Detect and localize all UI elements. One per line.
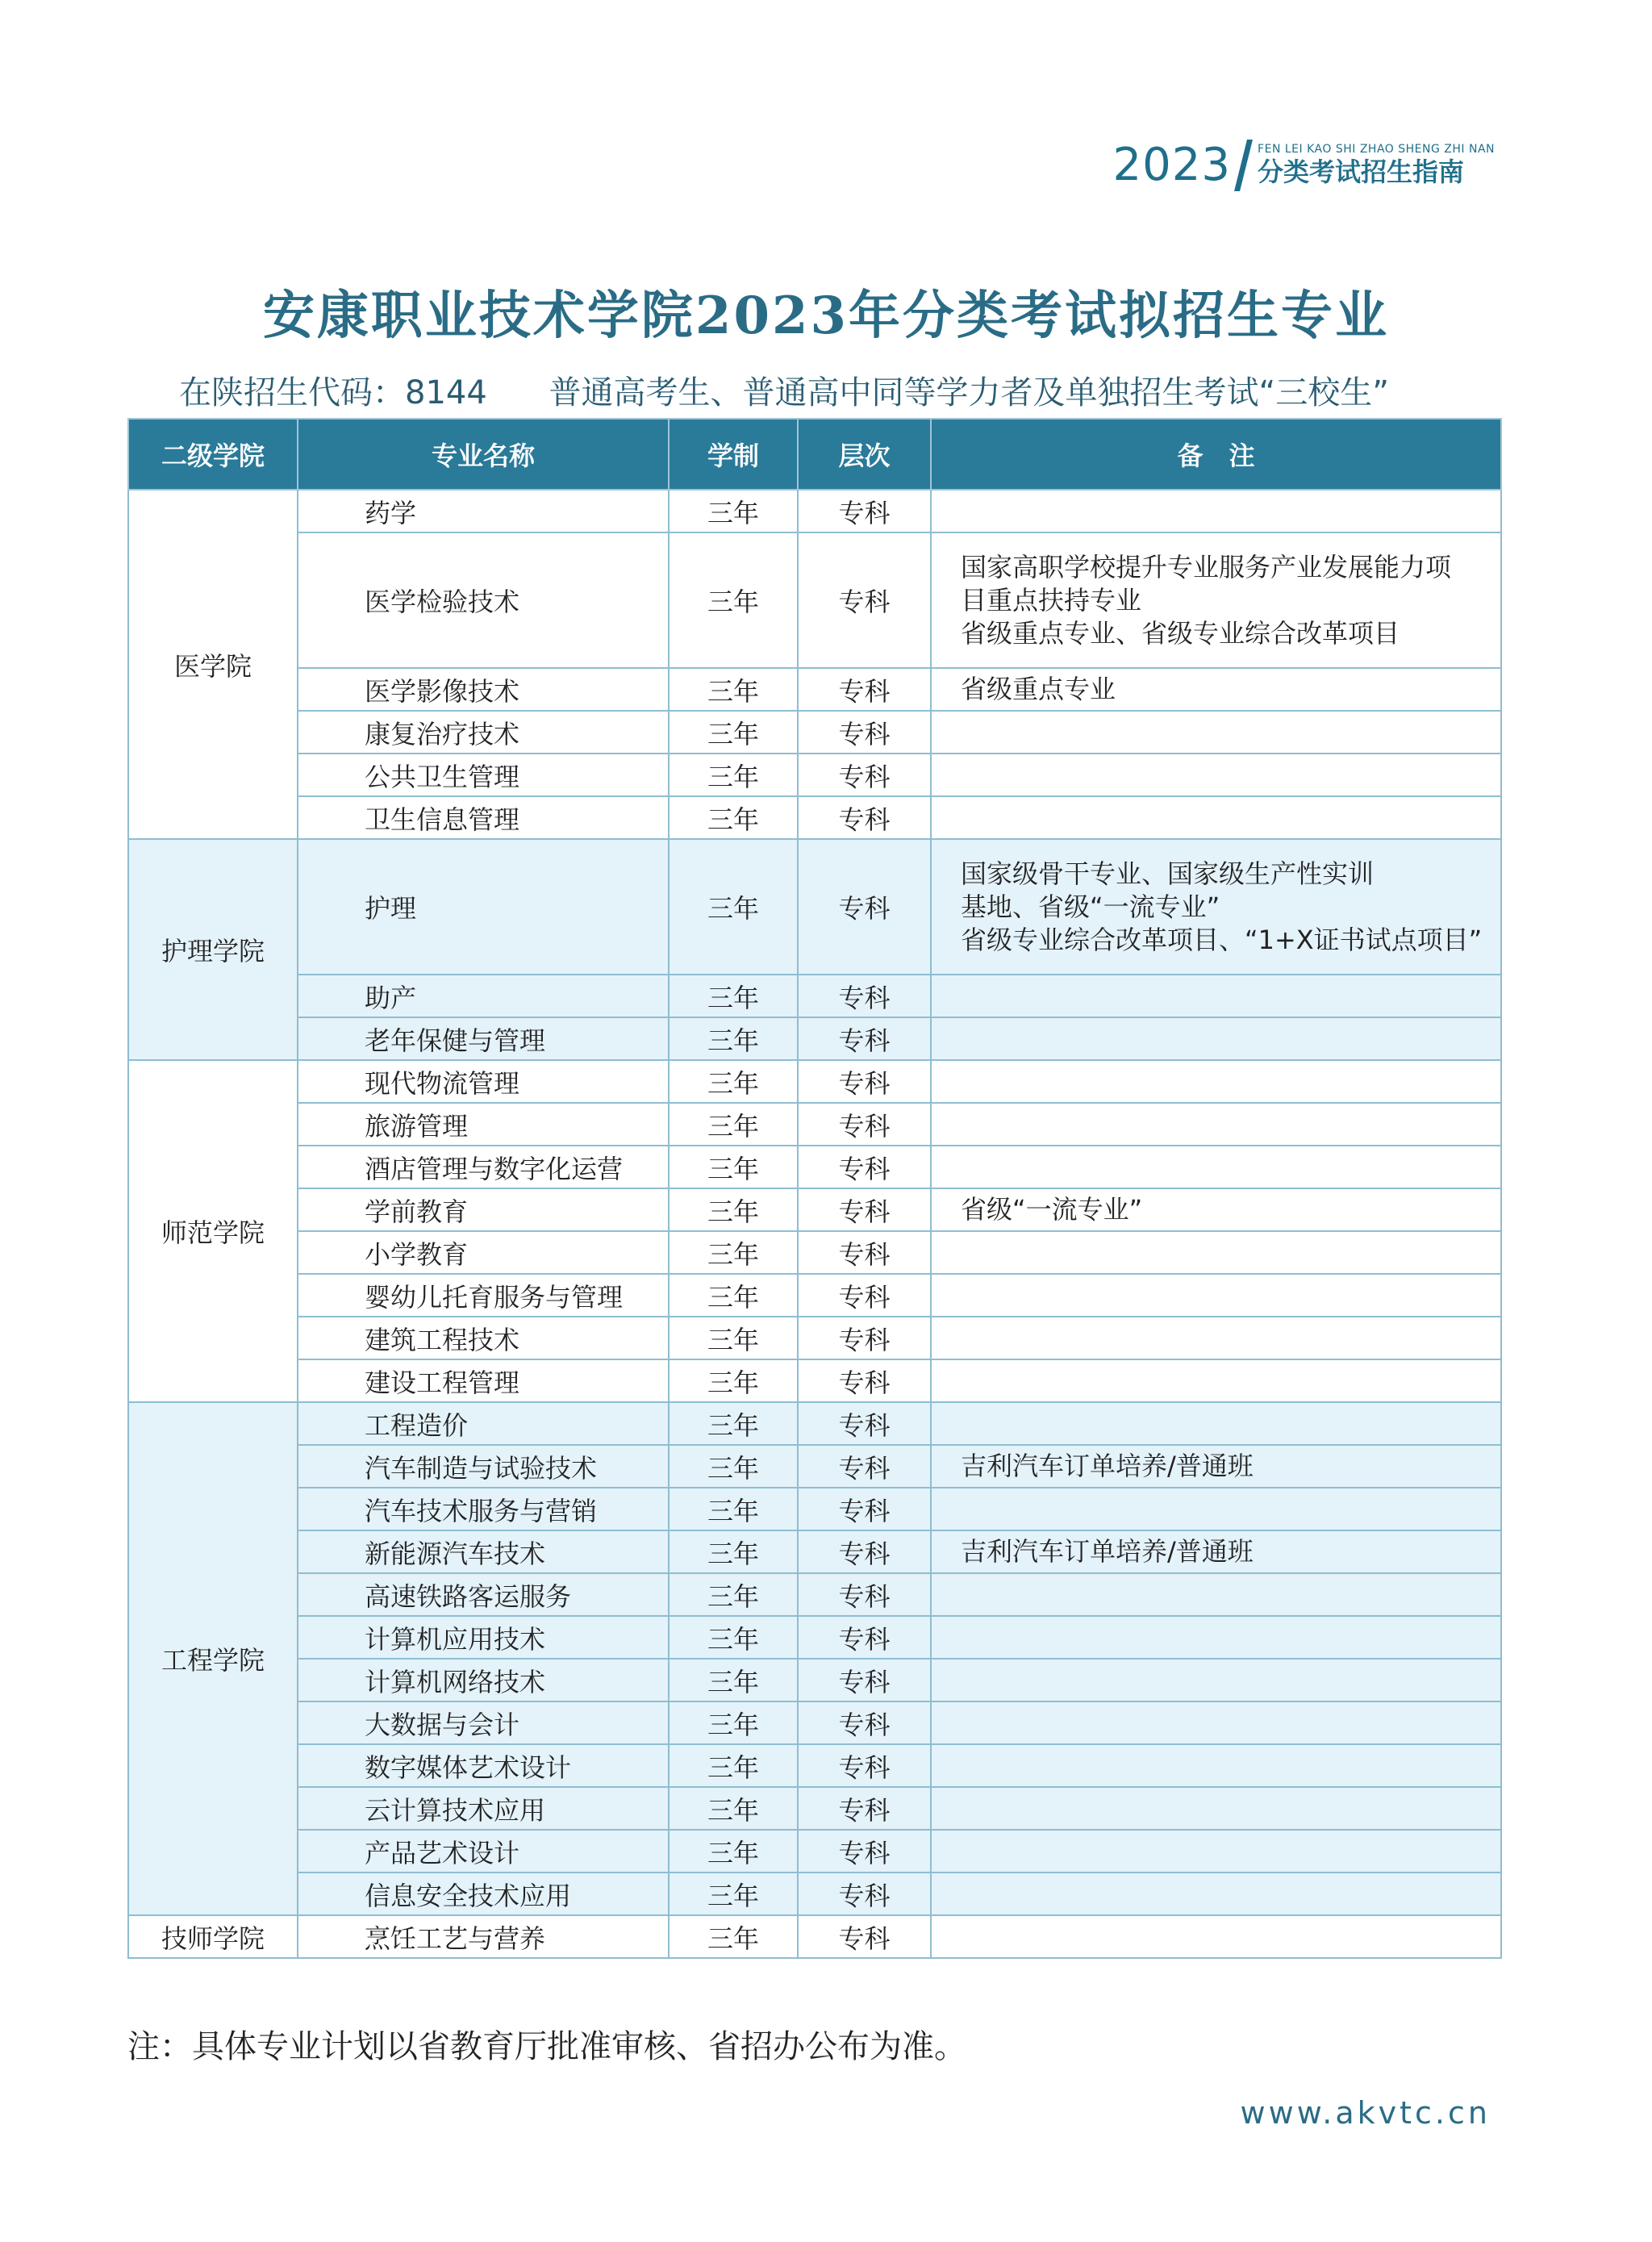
years-cell: 三年 [669, 1188, 798, 1231]
header-subtitle: 分类考试招生指南 [1258, 156, 1465, 187]
major-cell: 计算机网络技术 [298, 1659, 669, 1701]
remark-line: 基地、省级“一流专业” [961, 891, 1220, 922]
remark-cell [931, 754, 1501, 796]
remark-cell [931, 1274, 1501, 1317]
major-cell: 现代物流管理 [298, 1060, 669, 1103]
remark-line: 国家级骨干专业、国家级生产性实训 [961, 858, 1375, 889]
level-cell: 专科 [798, 1060, 931, 1103]
major-cell: 建设工程管理 [298, 1359, 669, 1402]
level-cell: 专科 [798, 1659, 931, 1701]
table-row [128, 1103, 1501, 1146]
remark-cell [931, 1188, 1501, 1231]
remark-line: 省级“一流专业” [961, 1194, 1143, 1225]
level-cell: 专科 [798, 1231, 931, 1274]
table-row [128, 1231, 1501, 1274]
major-cell: 数字媒体艺术设计 [298, 1744, 669, 1787]
table-row [128, 839, 1501, 975]
years-cell: 三年 [669, 1359, 798, 1402]
guide-header [1113, 139, 1495, 191]
table-row [128, 1188, 1501, 1231]
table-row [128, 1146, 1501, 1188]
major-cell: 云计算技术应用 [298, 1787, 669, 1830]
header-subtitle-block [1258, 143, 1495, 188]
remark-line: 省级重点专业、省级专业综合改革项目 [961, 617, 1400, 649]
years-cell: 三年 [669, 839, 798, 975]
years-cell: 三年 [669, 1915, 798, 1958]
target-applicants: 普通高考生、普通高中同等学力者及单独招生考试“三校生” [549, 374, 1389, 411]
major-cell: 学前教育 [298, 1188, 669, 1231]
remark-cell [931, 1359, 1501, 1402]
enrollment-code: 在陕招生代码：8144 [179, 374, 487, 411]
college-cell: 师范学院 [128, 1060, 298, 1402]
major-cell: 高速铁路客运服务 [298, 1573, 669, 1616]
level-cell: 专科 [798, 1787, 931, 1830]
table-row [128, 1616, 1501, 1659]
remark-cell [931, 1146, 1501, 1188]
table-row [128, 1744, 1501, 1787]
years-cell: 三年 [669, 1787, 798, 1830]
remark-cell [931, 1317, 1501, 1359]
years-cell: 三年 [669, 1873, 798, 1915]
level-cell: 专科 [798, 839, 931, 975]
level-cell: 专科 [798, 1530, 931, 1573]
level-cell: 专科 [798, 1744, 931, 1787]
years-cell: 三年 [669, 1488, 798, 1530]
remark-line: 省级重点专业 [961, 674, 1116, 704]
majors-table [127, 418, 1502, 1959]
table-row [128, 1659, 1501, 1701]
level-cell: 专科 [798, 1017, 931, 1060]
remark-cell [931, 1616, 1501, 1659]
table-row [128, 754, 1501, 796]
remark-cell [931, 532, 1501, 668]
table-row [128, 1274, 1501, 1317]
major-cell: 医学影像技术 [298, 668, 669, 711]
years-cell: 三年 [669, 754, 798, 796]
major-cell: 护理 [298, 839, 669, 975]
remark-cell [931, 1873, 1501, 1915]
major-cell: 汽车技术服务与营销 [298, 1488, 669, 1530]
remark-cell [931, 1701, 1501, 1744]
table-row [128, 711, 1501, 754]
college-cell: 工程学院 [128, 1402, 298, 1915]
level-cell: 专科 [798, 1103, 931, 1146]
level-cell: 专科 [798, 532, 931, 668]
years-cell: 三年 [669, 1573, 798, 1616]
major-cell: 大数据与会计 [298, 1701, 669, 1744]
years-cell: 三年 [669, 1146, 798, 1188]
footnote: 注：具体专业计划以省教育厅批准审核、省招办公布为准。 [127, 2028, 966, 2065]
level-cell: 专科 [798, 975, 931, 1017]
table-row [128, 1787, 1501, 1830]
years-cell: 三年 [669, 1744, 798, 1787]
major-cell: 康复治疗技术 [298, 711, 669, 754]
header-level: 层次 [798, 419, 931, 490]
header-slash-divider [1234, 140, 1253, 191]
table-row [128, 975, 1501, 1017]
years-cell: 三年 [669, 1445, 798, 1488]
header-pinyin: FEN LEI KAO SHI ZHAO SHENG ZHI NAN [1258, 142, 1495, 156]
major-cell: 卫生信息管理 [298, 796, 669, 839]
level-cell: 专科 [798, 1317, 931, 1359]
major-cell: 产品艺术设计 [298, 1830, 669, 1873]
table-row [128, 490, 1501, 532]
table-header-row [128, 419, 1501, 490]
major-cell: 老年保健与管理 [298, 1017, 669, 1060]
remark-cell [931, 1103, 1501, 1146]
table-row [128, 668, 1501, 711]
level-cell: 专科 [798, 668, 931, 711]
remark-cell [931, 1830, 1501, 1873]
major-cell: 计算机应用技术 [298, 1616, 669, 1659]
table-row [128, 1530, 1501, 1573]
level-cell: 专科 [798, 1701, 931, 1744]
remark-cell [931, 668, 1501, 711]
table-row [128, 1488, 1501, 1530]
table-row [128, 532, 1501, 668]
level-cell: 专科 [798, 1274, 931, 1317]
major-cell: 汽车制造与试验技术 [298, 1445, 669, 1488]
years-cell: 三年 [669, 532, 798, 668]
level-cell: 专科 [798, 1873, 931, 1915]
level-cell: 专科 [798, 1915, 931, 1958]
years-cell: 三年 [669, 1616, 798, 1659]
table-row [128, 1701, 1501, 1744]
major-cell: 公共卫生管理 [298, 754, 669, 796]
table-row [128, 1060, 1501, 1103]
years-cell: 三年 [669, 1274, 798, 1317]
major-cell: 婴幼儿托育服务与管理 [298, 1274, 669, 1317]
remark-cell [931, 1787, 1501, 1830]
remark-cell [931, 1060, 1501, 1103]
major-cell: 信息安全技术应用 [298, 1873, 669, 1915]
table-row [128, 1317, 1501, 1359]
level-cell: 专科 [798, 1359, 931, 1402]
level-cell: 专科 [798, 1188, 931, 1231]
table-row [128, 1573, 1501, 1616]
years-cell: 三年 [669, 1060, 798, 1103]
remark-cell [931, 1573, 1501, 1616]
remark-cell [931, 1488, 1501, 1530]
level-cell: 专科 [798, 1573, 931, 1616]
remark-line: 省级专业综合改革项目、“1+X证书试点项目” [961, 924, 1483, 955]
college-cell: 医学院 [128, 490, 298, 839]
level-cell: 专科 [798, 711, 931, 754]
major-cell: 药学 [298, 490, 669, 532]
table-row [128, 1445, 1501, 1488]
major-cell: 旅游管理 [298, 1103, 669, 1146]
level-cell: 专科 [798, 1830, 931, 1873]
major-cell: 烹饪工艺与营养 [298, 1915, 669, 1958]
college-cell: 护理学院 [128, 839, 298, 1060]
page-title: 安康职业技术学院2023年分类考试拟招生专业 [262, 286, 1390, 346]
years-cell: 三年 [669, 1103, 798, 1146]
remark-cell [931, 796, 1501, 839]
header-major: 专业名称 [298, 419, 669, 490]
header-remark: 备 注 [931, 419, 1501, 490]
years-cell: 三年 [669, 1530, 798, 1573]
level-cell: 专科 [798, 754, 931, 796]
website-url: www.akvtc.cn [1240, 2095, 1491, 2131]
remark-cell [931, 1402, 1501, 1445]
remark-line: 国家高职学校提升专业服务产业发展能力项 [961, 551, 1452, 582]
remark-cell [931, 1017, 1501, 1060]
years-cell: 三年 [669, 1017, 798, 1060]
header-years: 学制 [669, 419, 798, 490]
level-cell: 专科 [798, 1616, 931, 1659]
remark-cell [931, 490, 1501, 532]
years-cell: 三年 [669, 796, 798, 839]
header-year: 2023 [1112, 139, 1232, 191]
level-cell: 专科 [798, 1402, 931, 1445]
remark-cell [931, 1445, 1501, 1488]
table-row [128, 1402, 1501, 1445]
years-cell: 三年 [669, 668, 798, 711]
years-cell: 三年 [669, 711, 798, 754]
remark-cell [931, 975, 1501, 1017]
major-cell: 新能源汽车技术 [298, 1530, 669, 1573]
years-cell: 三年 [669, 1317, 798, 1359]
major-cell: 助产 [298, 975, 669, 1017]
level-cell: 专科 [798, 1445, 931, 1488]
remark-cell [931, 1915, 1501, 1958]
table-row [128, 1017, 1501, 1060]
level-cell: 专科 [798, 490, 931, 532]
level-cell: 专科 [798, 1146, 931, 1188]
remark-cell [931, 1231, 1501, 1274]
major-cell: 酒店管理与数字化运营 [298, 1146, 669, 1188]
remark-cell [931, 1744, 1501, 1787]
years-cell: 三年 [669, 1402, 798, 1445]
years-cell: 三年 [669, 1701, 798, 1744]
years-cell: 三年 [669, 490, 798, 532]
remark-cell [931, 711, 1501, 754]
remark-cell [931, 839, 1501, 975]
major-cell: 医学检验技术 [298, 532, 669, 668]
level-cell: 专科 [798, 796, 931, 839]
remark-line: 吉利汽车订单培养/普通班 [961, 1536, 1254, 1567]
header-college: 二级学院 [128, 419, 298, 490]
page-subtitle [179, 367, 1502, 413]
table-row [128, 796, 1501, 839]
years-cell: 三年 [669, 1231, 798, 1274]
remark-line: 目重点扶持专业 [961, 584, 1142, 616]
years-cell: 三年 [669, 1830, 798, 1873]
table-row [128, 1873, 1501, 1915]
college-cell: 技师学院 [128, 1915, 298, 1958]
table-row [128, 1915, 1501, 1958]
table-body [128, 490, 1501, 1958]
major-cell: 小学教育 [298, 1231, 669, 1274]
remark-cell [931, 1659, 1501, 1701]
table-row [128, 1359, 1501, 1402]
level-cell: 专科 [798, 1488, 931, 1530]
years-cell: 三年 [669, 975, 798, 1017]
years-cell: 三年 [669, 1659, 798, 1701]
table-row [128, 1830, 1501, 1873]
major-cell: 工程造价 [298, 1402, 669, 1445]
major-cell: 建筑工程技术 [298, 1317, 669, 1359]
remark-line: 吉利汽车订单培养/普通班 [961, 1451, 1254, 1481]
remark-cell [931, 1530, 1501, 1573]
